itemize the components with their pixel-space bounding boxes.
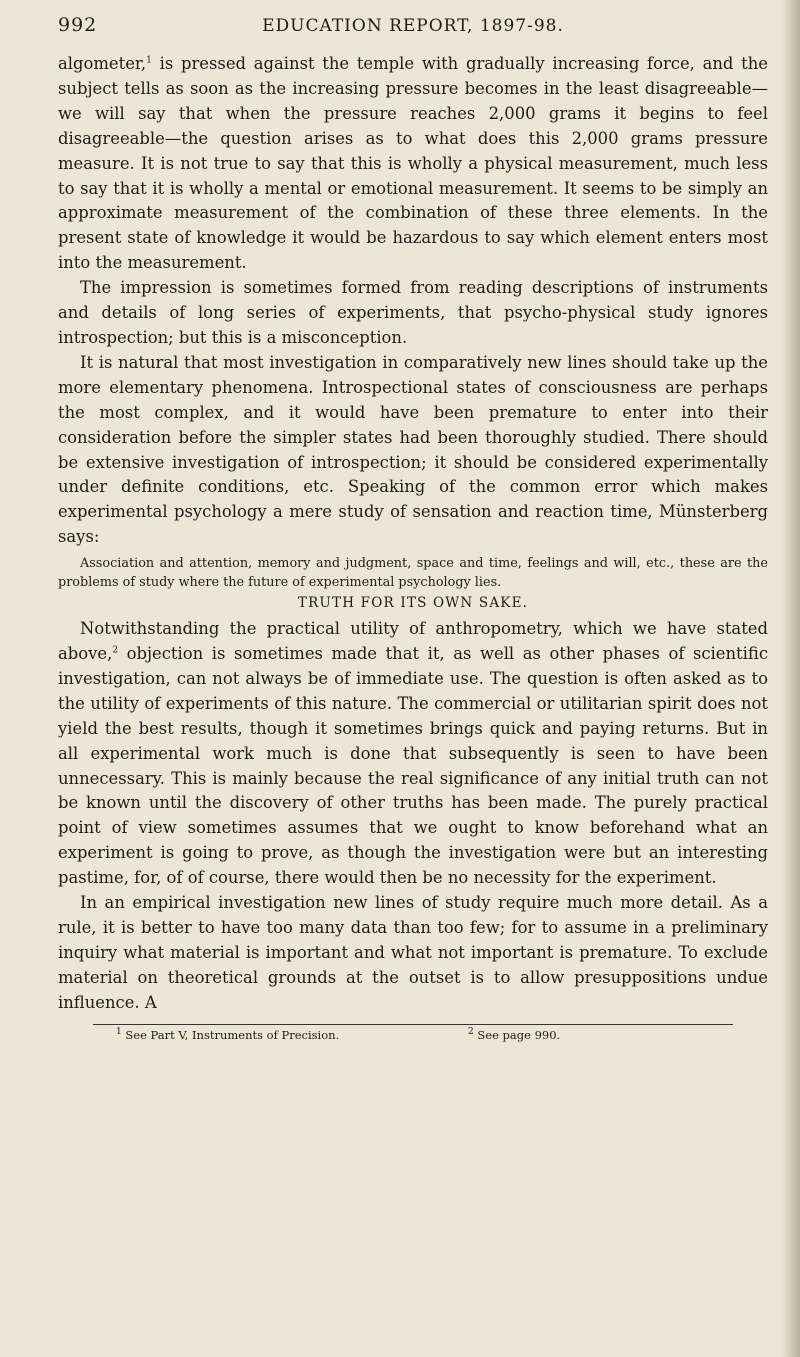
- paragraph-3: It is natural that most investigation in comparatively new lines should take up the more elementary phenomena. Introspectional states of consciousness are perhaps the most complex, and it would have been premature to enter into their consideration before the simpler states had been thoroughly studied. There should be extensive investigation of introspection; it should be considered experimentally under definite conditions, etc. Speaking of the common error which makes experimental psychology a mere study of sensation and reaction time, Münsterberg says:: [58, 352, 768, 547]
- block-quote: Association and attention, memory and judgment, space and time, feelings and will, etc., these are the problems of study where the future of experimental psychology lies.: [58, 556, 768, 590]
- footnote-2: [468, 1028, 560, 1042]
- paragraph-4-rest: objection is sometimes made that it, as well as other phases of scientific investigation, can not always be of immediate use. The question is often asked as to the utility of experiments of this nature. The commercial or utilitarian spirit does not yield the best results, though it sometimes brings quick and paying returns. But in all experimental work much is done that subsequently is seen to have been unnecessary. This is mainly because the real significance of any initial truth can not be known until the discovery of other truths has been made. The purely practical point of view sometimes assumes that we ought to know beforehand what an experiment is going to prove, as though the investigation were but an interesting pastime, for, of of course, there would then be no necessity for the experiment.: [58, 644, 768, 888]
- paragraph-1-start: algometer,: [58, 54, 147, 73]
- document-page: [58, 14, 768, 1049]
- footnote-ref-2: 2: [112, 645, 119, 656]
- paragraph-2: The impression is sometimes formed from reading descriptions of instruments and details of long series of experiments, that psycho-physical study ignores introspection; but this is a misconception.: [58, 278, 768, 347]
- paragraph-1-rest: is pressed against the temple with gradually increasing force, and the subject tells as soon as the increasing pressure becomes in the least disagreeable—we will say that when the pressure reaches 2,000 grams it begins to feel disagreeable—the question arises as to what does this 2,000 grams pressure measure. It is not true to say that this is wholly a physical measurement, much less to say that it is wholly a mental or emotional measurement. It seems to be simply an approximate measurement of the combination of these three elements. In the present state of knowledge it would be hazardous to say which element enters most into the measurement.: [58, 54, 768, 273]
- footnote-1-text: See Part V, Instruments of Precision.: [121, 1027, 340, 1042]
- paragraph-4-start: Notwithstanding the practical utility of anthropometry, which we have stated above,: [58, 619, 768, 664]
- running-head: EDUCATION REPORT, 1897-98.: [262, 16, 564, 36]
- footnote-1-mark: 1: [116, 1026, 122, 1037]
- page-edge-shadow: [782, 0, 800, 1357]
- page-header: [58, 14, 768, 52]
- paragraph-5: In an empirical investigation new lines of study require much more detail. As a rule, it is better to have too many data than too few; for to assume in a preliminary inquiry what material is important and what not important is premature. To exclude material on theoretical grounds at the outset is to allow presuppositions undue influence. A: [58, 893, 768, 1012]
- footnote-divider: [93, 1024, 733, 1025]
- paragraph-4: [58, 617, 768, 891]
- footnote-2-mark: 2: [468, 1026, 474, 1037]
- paragraph-1: [58, 52, 768, 276]
- section-heading: TRUTH FOR ITS OWN SAKE.: [297, 595, 529, 612]
- footnote-1: [116, 1028, 339, 1042]
- footnote-ref-1: 1: [146, 55, 152, 66]
- footnotes: [58, 1027, 768, 1049]
- footnote-2-text: See page 990.: [473, 1027, 561, 1042]
- page-number: 992: [58, 14, 98, 36]
